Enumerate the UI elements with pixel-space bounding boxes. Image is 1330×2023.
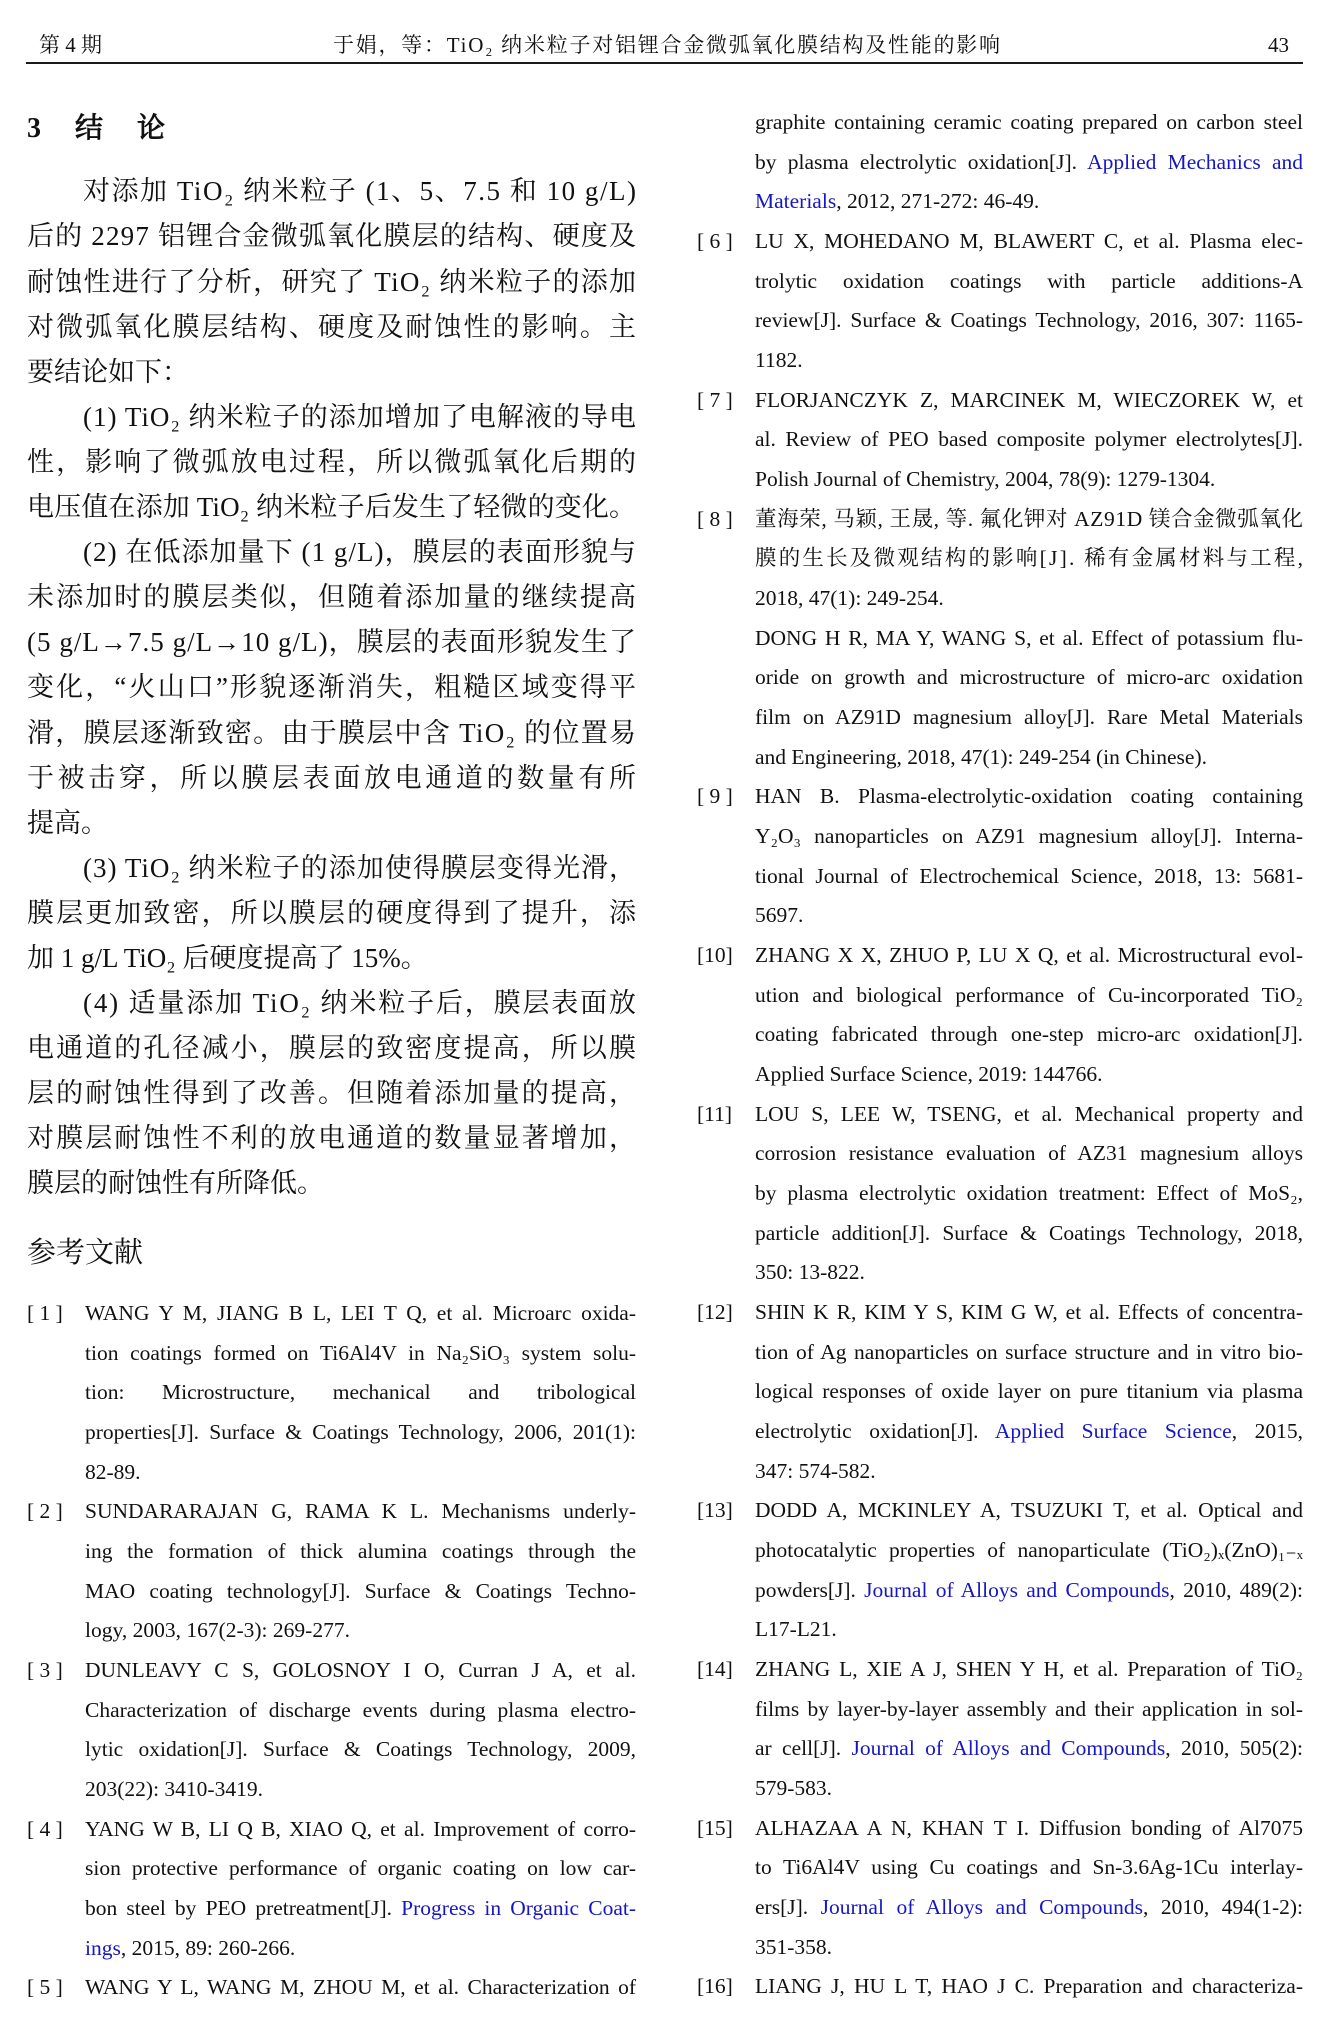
text-line: particle addition[J]. Surface & Coatings Technology, 2018, (755, 1220, 1303, 1245)
reference-item (697, 1095, 1303, 1293)
reference-item (27, 1651, 636, 1810)
text-line: 膜层更加致密，所以膜层的硬度得到了提升，添 (27, 897, 639, 928)
text-line: 347: 574-582. (755, 1458, 876, 1483)
text-segment: ers[J]. (755, 1895, 821, 1920)
reference-text (755, 222, 1303, 381)
text-line: 电压值在添加 TiO₂ 纳米粒子后发生了轻微的变化。 (27, 492, 637, 523)
text-segment: , 2010, 505(2): (1165, 1736, 1303, 1761)
header-rule (26, 62, 1303, 64)
reference-number: [ 6 ] (697, 228, 733, 253)
reference-number: [ 1 ] (27, 1301, 63, 1325)
text-line: DODD A, MCKINLEY A, TSUZUKI T, et al. Optical and (755, 1498, 1303, 1523)
reference-item (697, 1293, 1303, 1491)
text-segment: , 2015, 89: 260-266. (120, 1935, 296, 1960)
text-line: 351-358. (755, 1934, 833, 1959)
text-line: (5 g/L→7.5 g/L→10 g/L)，膜层的表面形貌发生了 (27, 627, 638, 658)
text-line: 耐蚀性进行了分析，研究了 TiO₂ 纳米粒子的添加 (27, 266, 638, 297)
text-line: 350: 13-822. (755, 1260, 865, 1285)
text-line: Characterization of discharge events during plasma electro- (85, 1697, 636, 1722)
text-line: ution and biological performance of Cu-incorporated TiO₂ (755, 982, 1303, 1007)
text-line (85, 1889, 636, 1929)
text-line: LIANG J, HU L T, HAO J C. Preparation and characteriza- (755, 1974, 1303, 1999)
reference-text (755, 103, 1303, 222)
page-number: 43 (1268, 33, 1289, 57)
text-line: ALHAZAA A N, KHAN T I. Diffusion bonding of Al7075 (755, 1815, 1303, 1840)
text-line (755, 143, 1303, 183)
text-line: ing the formation of thick alumina coatings through the (85, 1539, 636, 1564)
text-line: 膜的生长及微观结构的影响[J]. 稀有金属材料与工程, (755, 546, 1306, 571)
text-line: 1182. (755, 347, 803, 372)
references-heading: 参考文献 (27, 1235, 144, 1269)
reference-number: [10] (697, 943, 733, 967)
paragraph (27, 530, 640, 846)
reference-number: [ 3 ] (27, 1658, 63, 1683)
text-line: 5697. (755, 903, 804, 928)
reference-text (85, 1294, 636, 1492)
text-line: 董海荣, 马颖, 王晟, 等. 氟化钾对 AZ91D 镁合金微弧氧化 (755, 506, 1304, 531)
journal-link[interactable]: Journal of Alloys and Compounds (820, 1895, 1144, 1920)
text-line: (2) 在低添加量下 (1 g/L)，膜层的表面形貌与 (83, 537, 638, 568)
section-number: 3 (27, 113, 41, 144)
reference-number: [ 4 ] (27, 1816, 63, 1841)
conclusion-body (27, 169, 640, 1206)
reference-text (85, 1492, 636, 1651)
text-line: 后的 2297 铝锂合金微弧氧化膜层的结构、硬度及 (27, 221, 638, 252)
reference-item (697, 1809, 1303, 1968)
text-line: sion protective performance of organic coating on low car- (85, 1856, 636, 1881)
text-line: 性，影响了微弧放电过程，所以微弧氧化后期的 (27, 446, 639, 477)
text-line: to Ti6Al4V using Cu coatings and Sn-3.6Ag-1Cu interlay- (755, 1855, 1303, 1880)
text-line: tion coatings formed on Ti6Al4V in Na₂SiO₃ system solu- (85, 1340, 636, 1365)
reference-item (697, 222, 1303, 381)
reference-text (85, 1968, 636, 2008)
text-line: review[J]. Surface & Coatings Technology, 2016, 307: 1165- (755, 308, 1303, 333)
reference-text (755, 1967, 1303, 2007)
text-line: ZHANG X X, ZHUO P, LU X Q, et al. Microstructural evol- (755, 943, 1303, 967)
reference-number: [ 2 ] (27, 1499, 63, 1524)
paragraph (27, 169, 639, 394)
text-segment: electrolytic oxidation[J]. (755, 1419, 995, 1444)
paragraph (27, 981, 639, 1206)
journal-link[interactable]: Applied Mechanics and (1087, 149, 1304, 174)
reference-item (697, 1491, 1303, 1650)
text-line: 对微弧氧化膜层结构、硬度及耐蚀性的影响。主 (27, 311, 639, 342)
text-line: 电通道的孔径减小，膜层的致密度提高，所以膜 (27, 1033, 639, 1064)
text-line: 于被击穿，所以膜层表面放电通道的数量有所 (27, 762, 640, 793)
text-segment: bon steel by PEO pretreatment[J]. (85, 1896, 402, 1921)
text-line: WANG Y L, WANG M, ZHOU M, et al. Characterization of (85, 1975, 636, 2000)
section-title: 结论 (75, 111, 200, 144)
text-line: graphite containing ceramic coating prepared on carbon steel (755, 109, 1303, 134)
text-line: (4) 适量添加 TiO₂ 纳米粒子后，膜层表面放 (83, 988, 638, 1019)
reference-text (755, 500, 1306, 778)
reference-text (755, 1809, 1303, 1968)
journal-link[interactable]: Journal of Alloys and Compounds (851, 1736, 1166, 1761)
text-line: 未添加时的膜层类似，但随着添加量的继续提高 (27, 582, 639, 613)
text-line: 579-583. (755, 1776, 833, 1801)
reference-number: [16] (697, 1974, 733, 1999)
reference-number: [ 5 ] (27, 1975, 63, 2000)
text-line: ZHANG L, XIE A J, SHEN Y H, et al. Preparation of TiO₂ (755, 1657, 1303, 1682)
text-line: tion of Ag nanoparticles on surface structure and in vitro bio- (755, 1339, 1303, 1364)
text-line: 82-89. (85, 1459, 141, 1484)
text-line: al. Review of PEO based composite polymer electrolytes[J]. (755, 427, 1303, 452)
text-segment: , 2015, (1231, 1419, 1303, 1444)
reference-text (755, 381, 1303, 500)
text-line: photocatalytic properties of nanoparticulate (TiO₂)ₓ(ZnO)₁₋ₓ (755, 1538, 1303, 1563)
reference-number: [ 8 ] (697, 506, 733, 531)
references-left-column (27, 1294, 636, 2008)
text-line: DONG H R, MA Y, WANG S, et al. Effect of potassium flu- (755, 625, 1303, 650)
reference-text (755, 1491, 1303, 1650)
text-line (755, 1729, 1303, 1769)
text-line: tional Journal of Electrochemical Science, 2018, 13: 5681- (755, 863, 1303, 888)
paragraph (27, 846, 639, 981)
issue-label: 第 4 期 (39, 33, 102, 57)
reference-text (755, 936, 1303, 1095)
reference-number: [ 7 ] (697, 387, 733, 412)
reference-number: [12] (697, 1300, 733, 1325)
reference-item (697, 1967, 1303, 2007)
section-heading (27, 108, 199, 148)
text-line: MAO coating technology[J]. Surface & Coatings Techno- (85, 1578, 636, 1603)
reference-item (27, 1294, 636, 1492)
text-line: FLORJANCZYK Z, MARCINEK M, WIECZOREK W, et (755, 387, 1303, 412)
reference-number: [13] (697, 1498, 733, 1523)
text-line: by plasma electrolytic oxidation treatment: Effect of MoS₂, (755, 1181, 1303, 1206)
text-line: films by layer-by-layer assembly and their application in sol- (755, 1696, 1303, 1721)
journal-link[interactable]: Materials (755, 189, 837, 214)
text-line: coating fabricated through one-step micro-arc oxidation[J]. (755, 1022, 1303, 1047)
text-line: YANG W B, LI Q B, XIAO Q, et al. Improvement of corro- (85, 1816, 636, 1841)
reference-text (755, 1095, 1303, 1293)
reference-text (85, 1810, 636, 1969)
text-line: Polish Journal of Chemistry, 2004, 78(9): 1279-1304. (755, 466, 1216, 491)
text-line: properties[J]. Surface & Coatings Technology, 2006, 201(1): (85, 1420, 636, 1445)
reference-number: [11] (697, 1101, 733, 1126)
text-segment: , 2010, 494(1-2): (1143, 1895, 1303, 1920)
text-line: film on AZ91D magnesium alloy[J]. Rare Metal Materials (755, 704, 1303, 729)
text-line: oride on growth and microstructure of micro-arc oxidation (755, 665, 1303, 690)
text-line: 要结论如下： (27, 356, 189, 387)
reference-text (755, 1293, 1303, 1491)
running-title: 于娟，等：TiO₂ 纳米粒子对铝锂合金微弧氧化膜结构及性能的影响 (333, 33, 1002, 57)
text-line: HAN B. Plasma-electrolytic-oxidation coating containing (755, 784, 1303, 809)
text-line: 膜层的耐蚀性有所降低。 (27, 1168, 324, 1199)
reference-text (755, 1650, 1303, 1809)
reference-item (697, 936, 1303, 1095)
text-line: WANG Y M, JIANG B L, LEI T Q, et al. Microarc oxida- (85, 1301, 636, 1325)
paragraph (27, 395, 639, 530)
text-line: SHIN K R, KIM Y S, KIM G W, et al. Effects of concentra- (755, 1300, 1303, 1325)
text-line (755, 182, 1303, 222)
text-segment: by plasma electrolytic oxidation[J]. (755, 149, 1088, 174)
reference-item (697, 777, 1303, 936)
reference-item (697, 1650, 1303, 1809)
text-segment: , 2012, 271-272: 46-49. (836, 189, 1040, 214)
text-line: 加 1 g/L TiO₂ 后硬度提高了 15%。 (27, 942, 428, 973)
text-line: 对添加 TiO₂ 纳米粒子 (1、5、7.5 和 10 g/L) (83, 176, 638, 207)
text-segment: ar cell[J]. (755, 1736, 852, 1761)
text-line: (1) TiO₂ 纳米粒子的添加增加了电解液的导电 (83, 401, 638, 432)
text-line: (3) TiO₂ 纳米粒子的添加使得膜层变得光滑， (83, 852, 638, 883)
journal-link[interactable]: ings (85, 1935, 121, 1960)
reference-text (85, 1651, 636, 1810)
text-line: SUNDARARAJAN G, RAMA K L. Mechanisms underly- (85, 1499, 636, 1524)
text-line: DUNLEAVY C S, GOLOSNOY I O, Curran J A, et al. (85, 1658, 636, 1683)
text-line: Applied Surface Science, 2019: 144766. (755, 1062, 1103, 1087)
reference-item (697, 381, 1303, 500)
text-line: 提高。 (27, 807, 108, 838)
reference-item (27, 1492, 636, 1651)
text-line: tion: Microstructure, mechanical and tribological (85, 1380, 636, 1405)
text-line: logical responses of oxide layer on pure titanium via plasma (755, 1379, 1303, 1404)
text-line: Y₂O₃ nanoparticles on AZ91 magnesium alloy[J]. Interna- (755, 823, 1303, 848)
text-line: 2018, 47(1): 249-254. (755, 585, 944, 610)
text-line: trolytic oxidation coatings with particle additions-A (755, 268, 1303, 293)
text-line: 对膜层耐蚀性不利的放电通道的数量显著增加， (27, 1123, 639, 1154)
text-line (755, 1888, 1303, 1928)
reference-text (755, 777, 1303, 936)
text-line: LOU S, LEE W, TSENG, et al. Mechanical property and (755, 1101, 1303, 1126)
text-line: 滑，膜层逐渐致密。由于膜层中含 TiO₂ 的位置易 (27, 717, 638, 748)
reference-number: [14] (697, 1657, 733, 1682)
text-line: and Engineering, 2018, 47(1): 249-254 (in Chinese). (755, 744, 1208, 769)
journal-link[interactable]: Progress in Organic Coat- (401, 1896, 636, 1921)
text-line: 层的耐蚀性得到了改善。但随着添加量的提高， (27, 1078, 639, 1109)
text-line (755, 1571, 1303, 1611)
reference-number: [15] (697, 1815, 733, 1840)
text-line: L17-L21. (755, 1617, 837, 1642)
reference-item (697, 500, 1306, 778)
text-line: 203(22): 3410-3419. (85, 1777, 263, 1802)
reference-item (27, 1810, 636, 1969)
reference-item-continued (697, 103, 1303, 222)
text-line: lytic oxidation[J]. Surface & Coatings Technology, 2009, (85, 1737, 636, 1762)
journal-link[interactable]: Journal of Alloys and Compounds (864, 1577, 1170, 1602)
text-line: LU X, MOHEDANO M, BLAWERT C, et al. Plasma elec- (755, 228, 1303, 253)
text-segment: powders[J]. (755, 1577, 865, 1602)
text-line (755, 1412, 1303, 1452)
references-right-column (697, 103, 1306, 2007)
text-line: corrosion resistance evaluation of AZ31 magnesium alloys (755, 1141, 1303, 1166)
text-segment: , 2010, 489(2): (1169, 1577, 1303, 1602)
text-line (85, 1929, 636, 1969)
text-line: 变化，“火山口”形貌逐渐消失，粗糙区域变得平 (27, 672, 639, 703)
reference-number: [ 9 ] (697, 784, 733, 809)
journal-link[interactable]: Applied Surface Science (994, 1419, 1232, 1444)
text-line: logy, 2003, 167(2-3): 269-277. (85, 1618, 350, 1643)
reference-item (27, 1968, 636, 2008)
